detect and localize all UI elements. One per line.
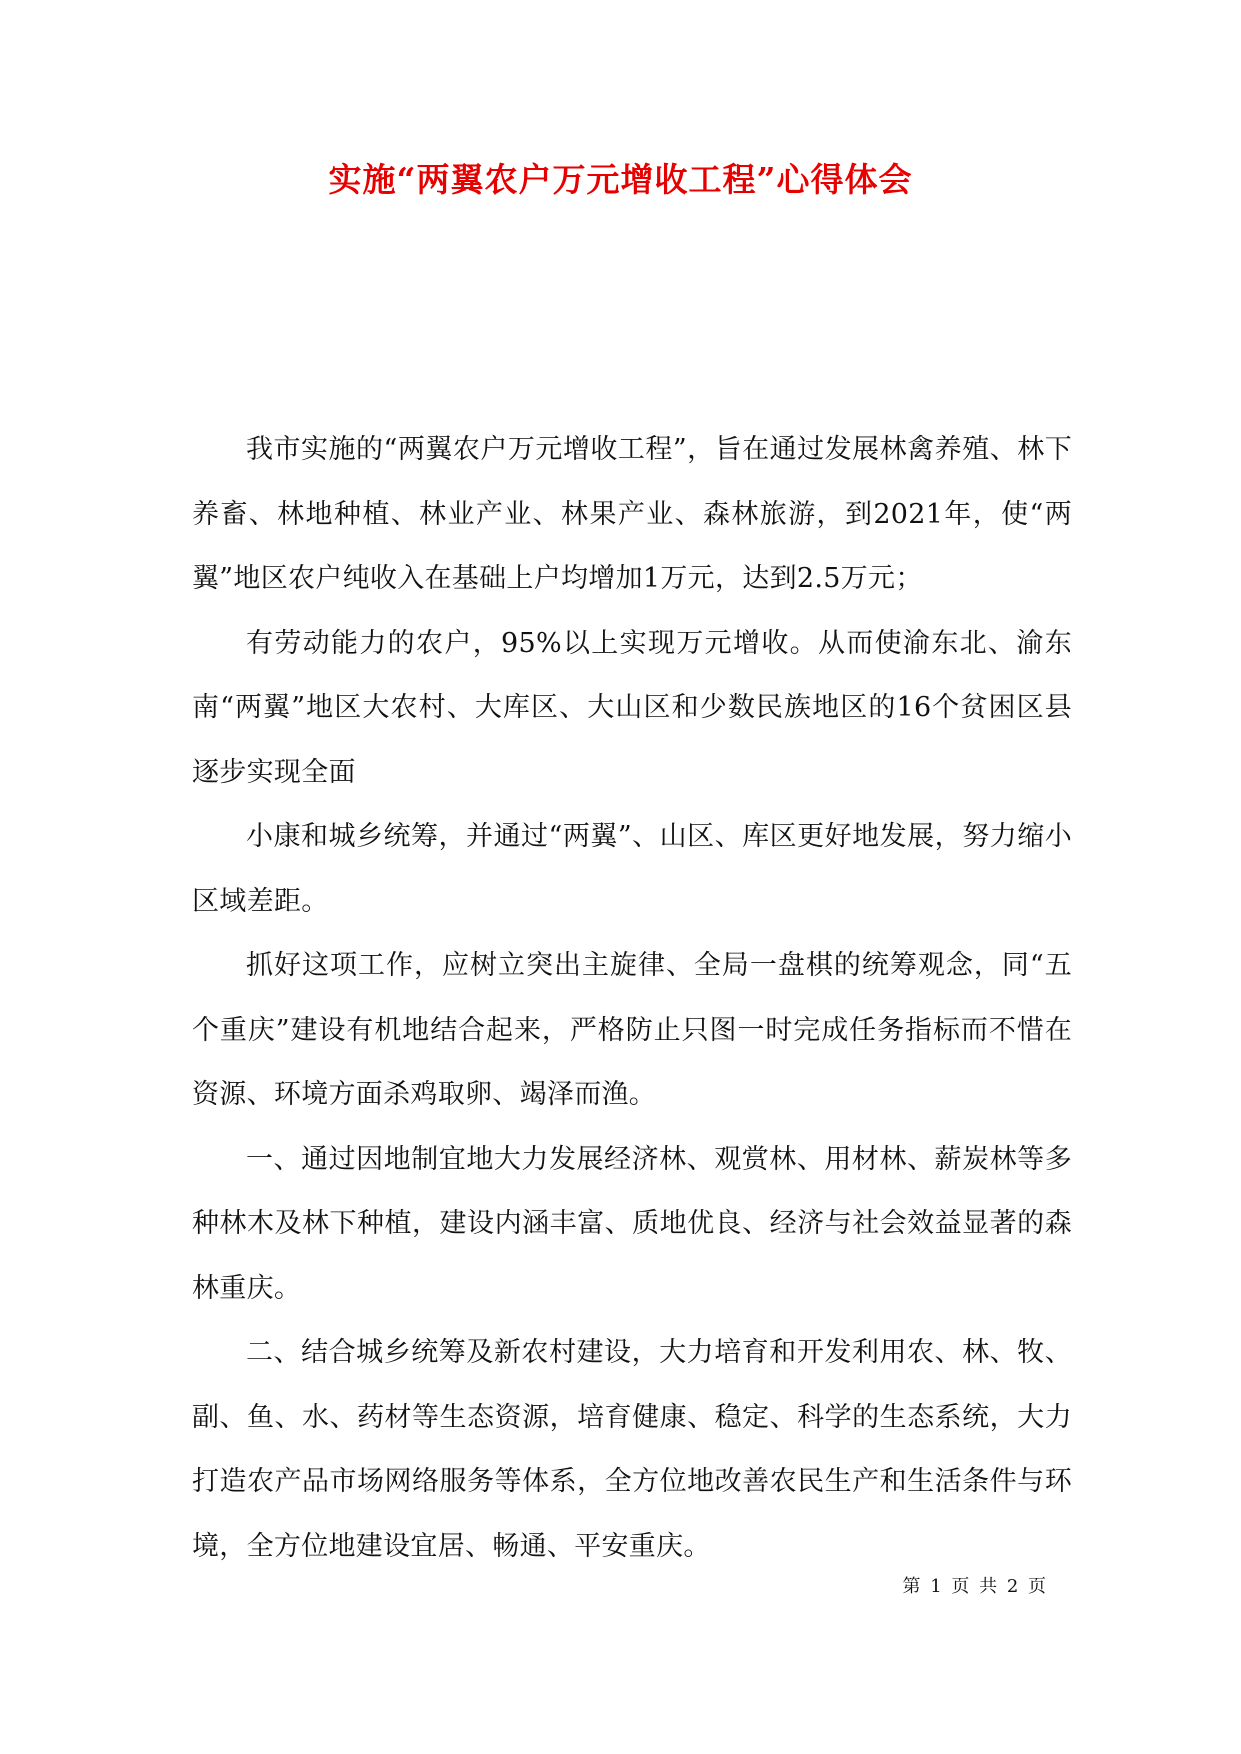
paragraph: 抓好这项工作，应树立突出主旋律、全局一盘棋的统筹观念，同“五个重庆”建设有机地结合起来，严格防止只图一时完成任务指标而不惜在资源、环境方面杀鸡取卵、竭泽而渔。 [192, 950, 1072, 1110]
page-number-footer [0, 1575, 1048, 1599]
paragraph: 有劳动能力的农户，95%以上实现万元增收。从而使渝东北、渝东南“两翼”地区大农村、大库区、大山区和少数民族地区的16个贫困区县逐步实现全面 [192, 627, 1072, 788]
document-title: 实施“两翼农户万元增收工程”心得体会 [328, 160, 913, 199]
paragraph: 小康和城乡统筹，并通过“两翼”、山区、库区更好地发展，努力缩小区域差距。 [192, 821, 1072, 917]
paragraph: 一、通过因地制宜地大力发展经济林、观赏林、用材林、薪炭林等多种林木及林下种植，建设内涵丰富、质地优良、经济与社会效益显著的森林重庆。 [192, 1143, 1072, 1304]
document-body [192, 418, 1072, 1579]
paragraph: 我市实施的“两翼农户万元增收工程”，旨在通过发展林禽养殖、林下养畜、林地种植、林业产业、林果产业、森林旅游，到2021年，使“两翼”地区农户纯收入在基础上户均增加1万元，达到2.5万元； [192, 434, 1072, 594]
paragraph: 二、结合城乡统筹及新农村建设，大力培育和开发利用农、林、牧、副、鱼、水、药材等生态资源，培育健康、稳定、科学的生态系统，大力打造农产品市场网络服务等体系，全方位地改善农民生产和生活条件与环境，全方位地建设宜居、畅通、平安重庆。 [192, 1337, 1072, 1562]
page-number-label: 第 1 页 共 2 页 [902, 1576, 1048, 1597]
